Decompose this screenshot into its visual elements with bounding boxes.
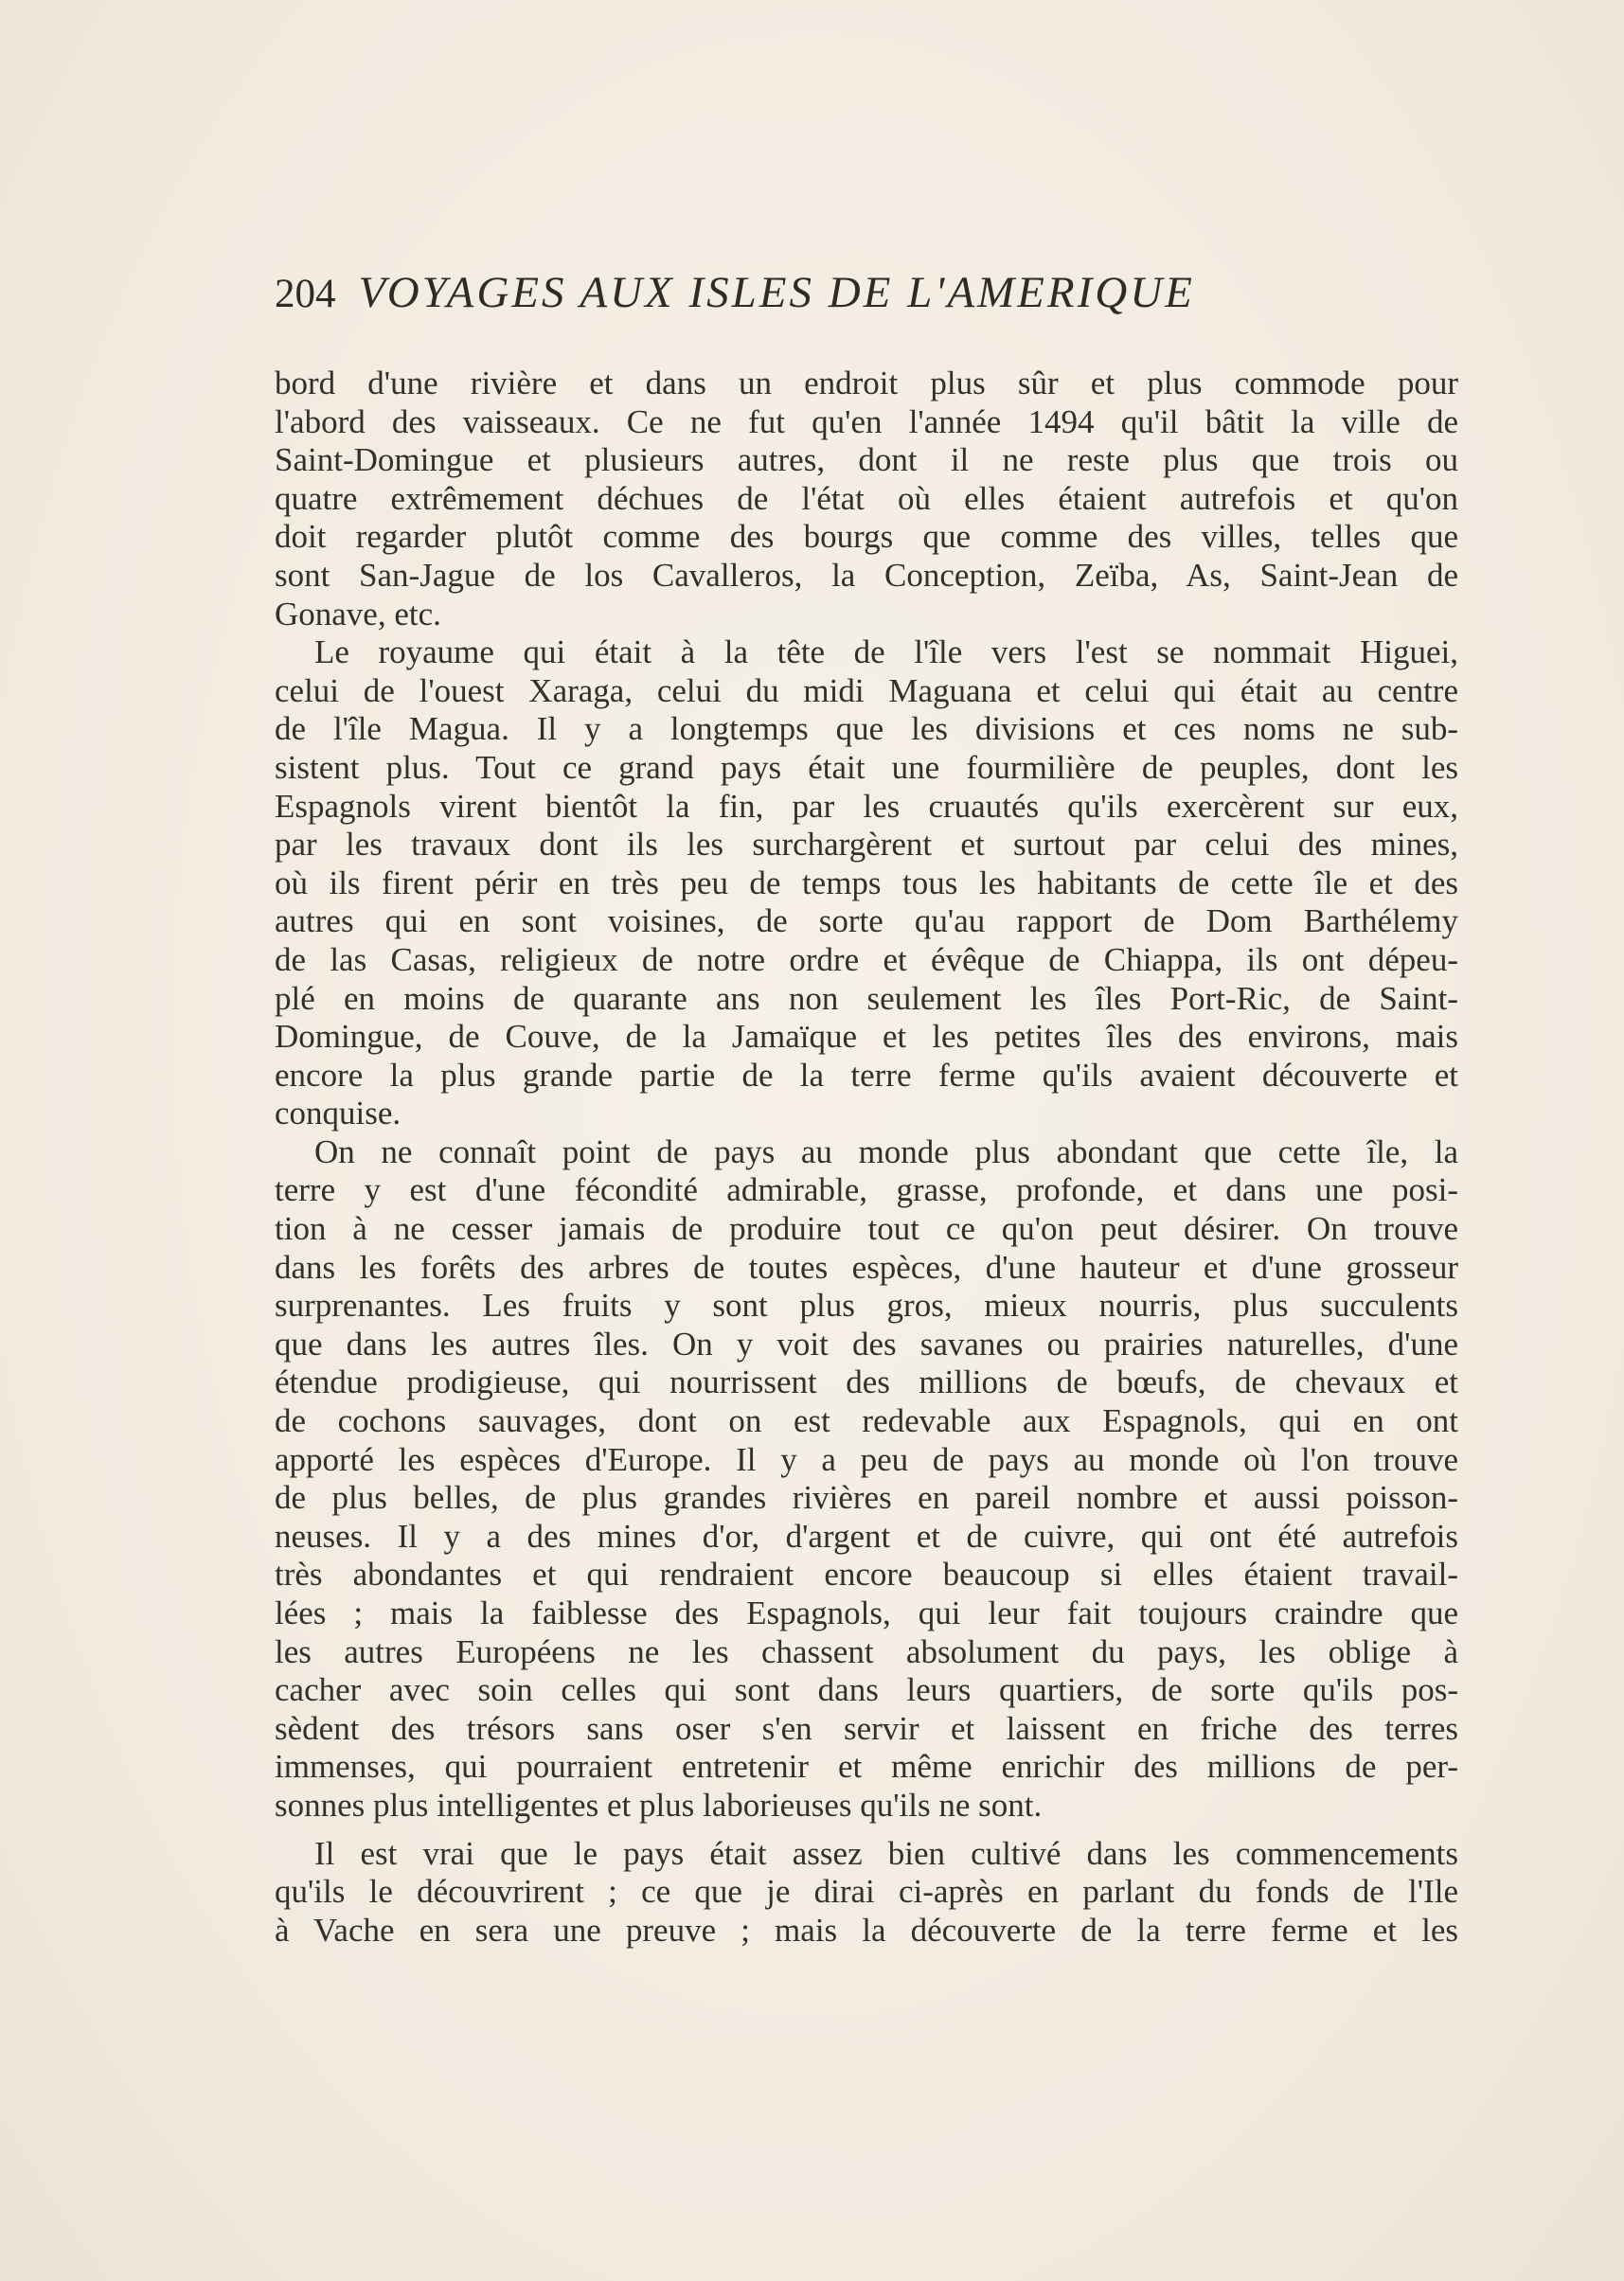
paragraph-4: [275, 1835, 1458, 1951]
text-line: sèdent des trésors sans oser s'en servir et laissent en friche des terres: [275, 1709, 1458, 1747]
text-line: de cochons sauvages, dont on est redevable aux Espagnols, qui en ont: [275, 1402, 1458, 1440]
text-line: Il est vrai que le pays était assez bien cultivé dans les commencements: [314, 1834, 1458, 1872]
text-line: surprenantes. Les fruits y sont plus gros, mieux nourris, plus succulents: [275, 1287, 1458, 1325]
text-line: terre y est d'une fécondité admirable, grasse, profonde, et dans une posi-: [275, 1171, 1458, 1209]
text-line: conquise.: [275, 1095, 402, 1132]
paragraph-1: [275, 365, 1458, 633]
text-line: doit regarder plutôt comme des bourgs que comme des villes, telles que: [275, 518, 1458, 556]
text-line: que dans les autres îles. On y voit des savanes ou prairies naturelles, d'une: [275, 1325, 1458, 1363]
text-line: plé en moins de quarante ans non seulement les îles Port-Ric, de Saint-: [275, 979, 1458, 1017]
text-line: encore la plus grande partie de la terre ferme qu'ils avaient découverte et: [275, 1056, 1458, 1094]
paragraph-gap: [275, 1826, 1458, 1835]
text-line: bord d'une rivière et dans un endroit plus sûr et plus commode pour: [275, 365, 1458, 401]
page-number: 204: [275, 272, 336, 316]
text-line: sistent plus. Tout ce grand pays était une fourmilière de peuples, dont les: [275, 748, 1458, 786]
text-line: neuses. Il y a des mines d'or, d'argent et de cuivre, qui ont été autrefois: [275, 1517, 1458, 1555]
page-header: [275, 267, 1458, 333]
text-line: sont San-Jague de los Cavalleros, la Conception, Zeïba, As, Saint-Jean de: [275, 556, 1458, 594]
text-line: à Vache en sera une preuve ; mais la découverte de la terre ferme et les: [275, 1911, 1458, 1949]
text-line: très abondantes et qui rendraient encore beaucoup si elles étaient travail-: [275, 1556, 1458, 1594]
text-line: Saint-Domingue et plusieurs autres, dont il ne reste plus que trois ou: [275, 441, 1458, 479]
text-line: cacher avec soin celles qui sont dans leurs quartiers, de sorte qu'ils pos-: [275, 1671, 1458, 1709]
text-line: quatre extrêmement déchues de l'état où elles étaient autrefois et qu'on: [275, 479, 1458, 517]
text-line: immenses, qui pourraient entretenir et même enrichir des millions de per-: [275, 1748, 1458, 1786]
text-line: qu'ils le découvrirent ; ce que je dirai ci-après en parlant du fonds de l'Ile: [275, 1873, 1458, 1911]
text-line: autres qui en sont voisines, de sorte qu'au rapport de Dom Barthélemy: [275, 902, 1458, 940]
text-line: apporté les espèces d'Europe. Il y a peu de pays au monde où l'on trouve: [275, 1440, 1458, 1478]
text-line: de l'île Magua. Il y a longtemps que les divisions et ces noms ne sub-: [275, 710, 1458, 748]
text-line: Espagnols virent bientôt la fin, par les cruautés qu'ils exercèrent sur eux,: [275, 787, 1458, 825]
text-line: Le royaume qui était à la tête de l'île vers l'est se nommait Higuei,: [314, 633, 1458, 671]
text-line: de plus belles, de plus grandes rivières en pareil nombre et aussi poisson-: [275, 1479, 1458, 1517]
text-line: sonnes plus intelligentes et plus laborieuses qu'ils ne sont.: [275, 1786, 1043, 1824]
text-line: les autres Européens ne les chassent absolument du pays, les oblige à: [275, 1632, 1458, 1670]
body-text: [275, 365, 1458, 1950]
text-line: celui de l'ouest Xaraga, celui du midi Maguana et celui qui était au centre: [275, 671, 1458, 709]
text-line: tion à ne cesser jamais de produire tout ce qu'on peut désirer. On trouve: [275, 1210, 1458, 1248]
running-title: VOYAGES AUX ISLES DE L'AMERIQUE: [358, 268, 1195, 317]
text-line: l'abord des vaisseaux. Ce ne fut qu'en l'année 1494 qu'il bâtit la ville de: [275, 402, 1458, 440]
paragraph-3: [275, 1133, 1458, 1826]
text-line: Gonave, etc.: [275, 595, 441, 633]
text-line: étendue prodigieuse, qui nourrissent des millions de bœufs, de chevaux et: [275, 1363, 1458, 1401]
text-line: de las Casas, religieux de notre ordre et évêque de Chiappa, ils ont dépeu-: [275, 940, 1458, 978]
text-line: lées ; mais la faiblesse des Espagnols, qui leur fait toujours craindre que: [275, 1595, 1458, 1631]
text-line: où ils firent périr en très peu de temps tous les habitants de cette île et des: [275, 864, 1458, 901]
paragraph-2: [275, 633, 1458, 1133]
text-line: Domingue, de Couve, de la Jamaïque et les petites îles des environs, mais: [275, 1018, 1458, 1056]
text-line: par les travaux dont ils les surchargèrent et surtout par celui des mines,: [275, 826, 1458, 864]
text-line: On ne connaît point de pays au monde plus abondant que cette île, la: [314, 1132, 1458, 1170]
text-line: dans les forêts des arbres de toutes espèces, d'une hauteur et d'une grosseur: [275, 1248, 1458, 1286]
